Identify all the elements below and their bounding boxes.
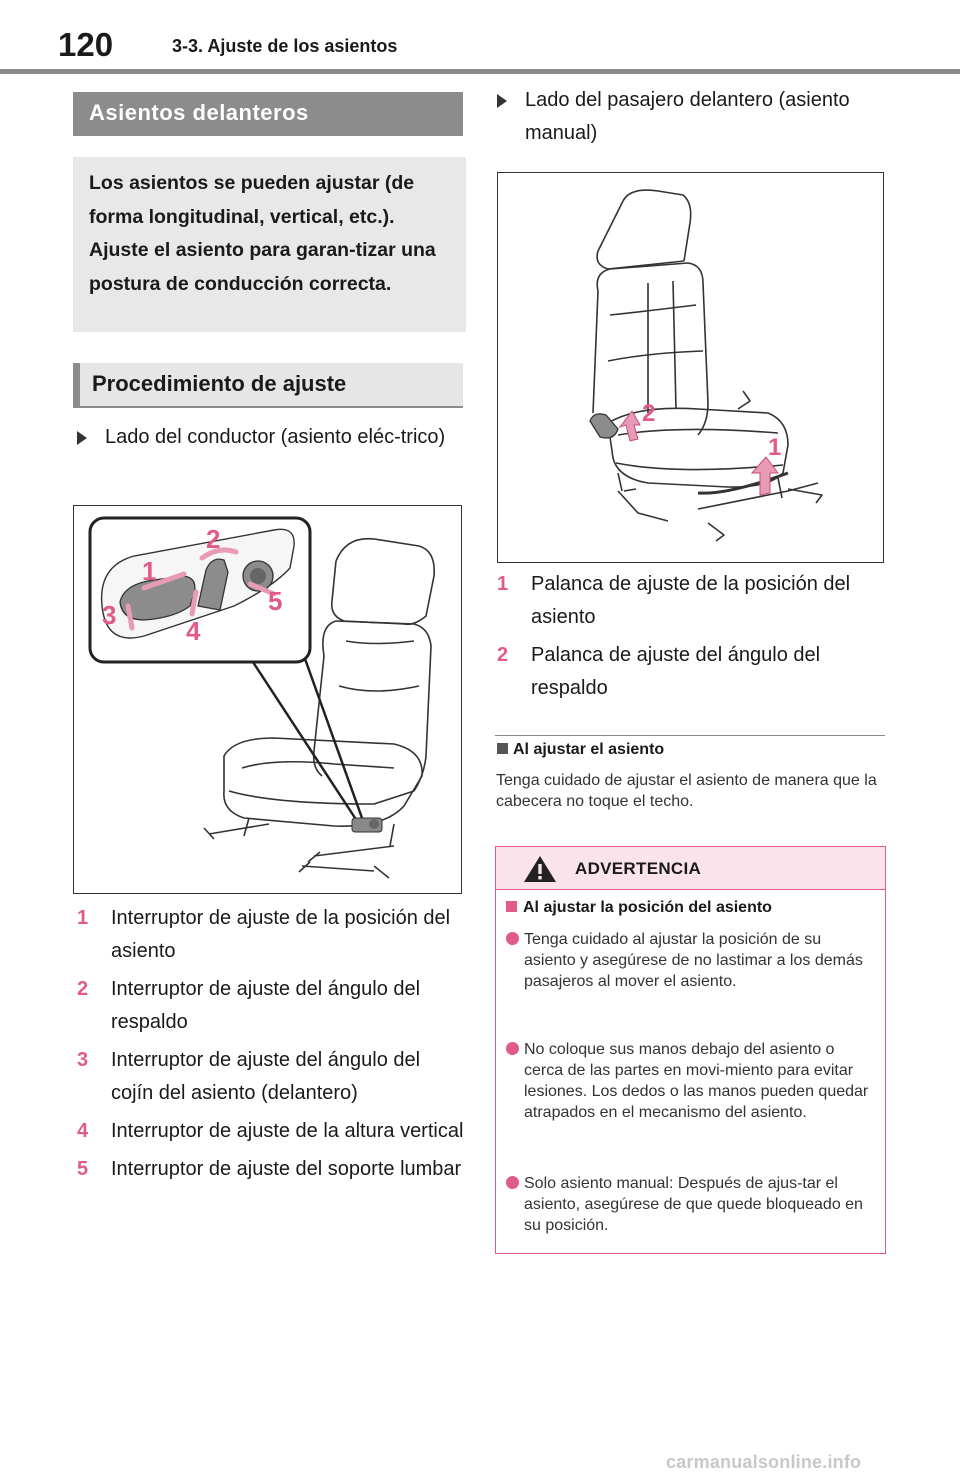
- page-number: 120: [58, 26, 114, 63]
- watermark: carmanualsonline.info: [666, 1452, 862, 1472]
- square-bullet-icon: [506, 901, 517, 912]
- note-divider: [495, 735, 885, 736]
- warning-bullet: [506, 1039, 876, 1123]
- passenger-lever-list: [497, 568, 887, 710]
- square-bullet-icon: [497, 743, 508, 754]
- power-seat-illustration: [74, 506, 460, 892]
- warning-bullet-text: Tenga cuidado al ajustar la posición de su asiento y asegúrese de no lastimar a los demás pasajeros al mover el asiento.: [524, 931, 863, 990]
- callout-2: 2: [206, 524, 221, 554]
- item-text: Interruptor de ajuste de la posición del asiento: [111, 907, 451, 962]
- driver-switch-list: [77, 902, 467, 1191]
- item-number: 3: [77, 1049, 89, 1071]
- driver-seat-figure: [73, 505, 462, 894]
- driver-side-text: Lado del conductor (asiento eléc-trico): [105, 426, 446, 448]
- list-item: [77, 1044, 467, 1110]
- list-item: [77, 1153, 467, 1186]
- warning-title: ADVERTENCIA: [575, 859, 702, 878]
- procedure-heading: Procedimiento de ajuste: [73, 363, 463, 408]
- note-title-text: Al ajustar el asiento: [513, 741, 665, 758]
- item-number: 1: [77, 907, 89, 929]
- warning-box: [495, 846, 886, 1254]
- item-number: 5: [77, 1158, 89, 1180]
- callout-4: 4: [186, 616, 201, 646]
- item-number: 4: [77, 1120, 89, 1142]
- bullet-dot-icon: [506, 1176, 519, 1189]
- callout-5: 5: [268, 586, 283, 616]
- triangle-bullet-icon: [77, 431, 87, 445]
- warning-bullet: [506, 1173, 876, 1236]
- callout-1: 1: [142, 556, 157, 586]
- header-divider: [0, 69, 960, 74]
- item-number: 1: [497, 573, 509, 595]
- bullet-dot-icon: [506, 932, 519, 945]
- slide-lever: [698, 473, 788, 493]
- item-text: Interruptor de ajuste del soporte lumbar: [111, 1158, 462, 1180]
- item-text: Palanca de ajuste del ángulo del respaldo: [531, 644, 821, 699]
- intro-box: Los asientos se pueden ajustar (de forma longitudinal, vertical, etc.). Ajuste el asiento para garan-tizar una postura de conducción correcta.: [73, 157, 466, 332]
- callout-2: 2: [642, 400, 656, 427]
- warning-subtitle-text: Al ajustar la posición del asiento: [523, 899, 772, 916]
- warning-bullet: [506, 929, 876, 992]
- callout-1: 1: [768, 434, 782, 461]
- item-text: Interruptor de ajuste del ángulo del cojín del asiento (delantero): [111, 1049, 421, 1104]
- list-item: [77, 973, 467, 1039]
- driver-side-label: [77, 421, 462, 454]
- warning-subtitle: [506, 899, 772, 917]
- seat-switch-small: [352, 818, 382, 832]
- passenger-seat-figure: [497, 172, 884, 563]
- warning-header: [496, 847, 885, 890]
- list-item: [497, 639, 887, 705]
- warning-bullet-text: No coloque sus manos debajo del asiento o cerca de las partes en movi-miento para evitar lesiones. Los dedos o las manos pueden quedar atrapados en el mecanismo del asiento.: [524, 1041, 869, 1121]
- bullet-dot-icon: [506, 1042, 519, 1055]
- recline-lever: [590, 414, 618, 438]
- seat-drawing: [593, 190, 822, 541]
- item-text: Interruptor de ajuste del ángulo del respaldo: [111, 978, 421, 1033]
- passenger-side-text: Lado del pasajero delantero (asiento manual): [525, 89, 850, 144]
- note-body: Tenga cuidado de ajustar el asiento de manera que la cabecera no toque el techo.: [496, 772, 877, 810]
- list-item: [497, 568, 887, 634]
- item-text: Palanca de ajuste de la posición del asiento: [531, 573, 851, 628]
- passenger-side-label: [497, 84, 887, 150]
- list-item: [77, 902, 467, 968]
- section-title: 3-3. Ajuste de los asientos: [172, 36, 398, 56]
- manual-seat-illustration: [498, 173, 882, 561]
- callout-3: 3: [102, 600, 117, 630]
- warning-triangle-icon: [522, 854, 558, 884]
- item-text: Interruptor de ajuste de la altura vertical: [111, 1120, 464, 1142]
- note-title: [497, 741, 664, 759]
- section-banner: Asientos delanteros: [73, 92, 463, 136]
- list-item: [77, 1115, 467, 1148]
- warning-bullet-text: Solo asiento manual: Después de ajus-tar el asiento, asegúrese de que quede bloqueado en su posición.: [524, 1175, 863, 1234]
- item-number: 2: [77, 978, 89, 1000]
- item-number: 2: [497, 644, 509, 666]
- triangle-bullet-icon: [497, 94, 507, 108]
